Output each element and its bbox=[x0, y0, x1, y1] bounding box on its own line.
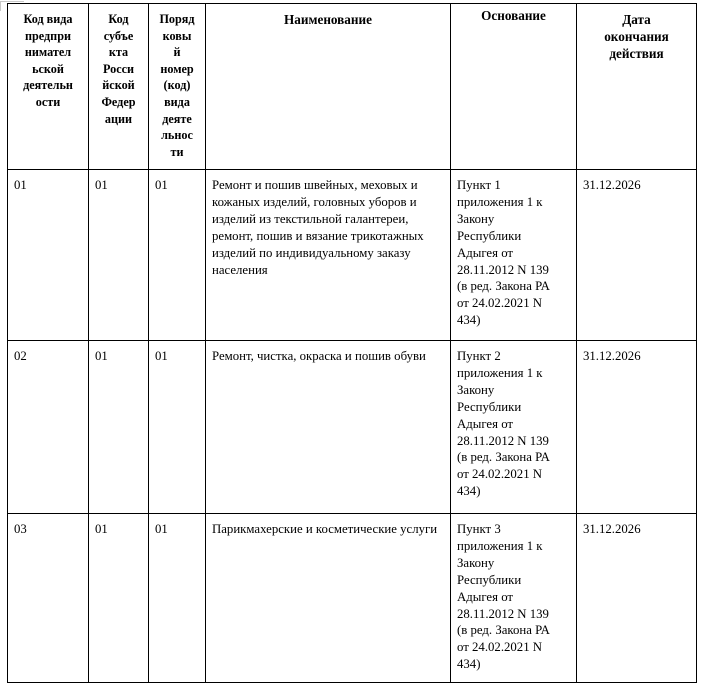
value-basis: Пункт 1 приложения 1 к Закону Республики Адыгея от 28.11.2012 N 139 (в ред. Закона РА от 24.02.2021 N 434) bbox=[457, 178, 550, 328]
value-order-number: 01 bbox=[155, 522, 168, 536]
value-code-activity: 03 bbox=[14, 522, 27, 536]
table-row bbox=[8, 514, 697, 683]
cell-order-number bbox=[149, 514, 206, 683]
value-end-date: 31.12.2026 bbox=[583, 349, 641, 363]
header-cell-basis bbox=[451, 4, 577, 170]
cell-name bbox=[206, 170, 451, 341]
value-end-date: 31.12.2026 bbox=[583, 178, 641, 192]
top-margin-rule bbox=[0, 1, 24, 2]
header-label-code-subject: Код субъе кта Росси йской Федер ации bbox=[101, 12, 136, 126]
value-name: Ремонт, чистка, окраска и пошив обуви bbox=[212, 349, 426, 363]
value-order-number: 01 bbox=[155, 349, 168, 363]
value-name: Ремонт и пошив швейных, меховых и кожаных изделий, головных уборов и изделий из текстильной галантереи, ремонт, пошив и вязание трикотажных изделий по индивидуальному заказу населения bbox=[212, 178, 424, 277]
header-label-name: Наименование bbox=[284, 12, 372, 27]
cell-end-date bbox=[577, 341, 697, 514]
cell-basis bbox=[451, 514, 577, 683]
value-basis: Пункт 2 приложения 1 к Закону Республики Адыгея от 28.11.2012 N 139 (в ред. Закона РА от 24.02.2021 N 434) bbox=[457, 349, 550, 499]
cell-code-subject bbox=[89, 514, 149, 683]
table-row bbox=[8, 170, 697, 341]
value-code-activity: 02 bbox=[14, 349, 27, 363]
header-cell-code-subject bbox=[89, 4, 149, 170]
left-margin-rule bbox=[0, 1, 1, 11]
header-cell-order-number bbox=[149, 4, 206, 170]
cell-code-activity bbox=[8, 514, 89, 683]
value-code-subject: 01 bbox=[95, 349, 108, 363]
header-cell-end-date bbox=[577, 4, 697, 170]
value-basis: Пункт 3 приложения 1 к Закону Республики Адыгея от 28.11.2012 N 139 (в ред. Закона РА от 24.02.2021 N 434) bbox=[457, 522, 550, 672]
cell-code-activity bbox=[8, 341, 89, 514]
header-label-basis: Основание bbox=[481, 8, 546, 23]
cell-basis bbox=[451, 170, 577, 341]
header-label-code-activity: Код вида предпри нимател ьской деятельн ости bbox=[23, 12, 73, 109]
cell-name bbox=[206, 341, 451, 514]
table-row bbox=[8, 341, 697, 514]
cell-code-activity bbox=[8, 170, 89, 341]
cell-code-subject bbox=[89, 341, 149, 514]
header-label-end-date: Дата окончания действия bbox=[604, 12, 669, 61]
value-code-subject: 01 bbox=[95, 522, 108, 536]
cell-code-subject bbox=[89, 170, 149, 341]
value-name: Парикмахерские и косметические услуги bbox=[212, 522, 438, 536]
value-order-number: 01 bbox=[155, 178, 168, 192]
cell-order-number bbox=[149, 170, 206, 341]
value-code-subject: 01 bbox=[95, 178, 108, 192]
cell-basis bbox=[451, 341, 577, 514]
table-header-row bbox=[8, 4, 697, 170]
value-code-activity: 01 bbox=[14, 178, 27, 192]
cell-name bbox=[206, 514, 451, 683]
cell-order-number bbox=[149, 341, 206, 514]
header-cell-code-activity bbox=[8, 4, 89, 170]
header-label-order-number: Поряд ковы й номер (код) вида деяте льнос ти bbox=[159, 12, 195, 159]
header-cell-name bbox=[206, 4, 451, 170]
value-end-date: 31.12.2026 bbox=[583, 522, 641, 536]
cell-end-date bbox=[577, 170, 697, 341]
activity-types-table bbox=[7, 3, 697, 683]
cell-end-date bbox=[577, 514, 697, 683]
